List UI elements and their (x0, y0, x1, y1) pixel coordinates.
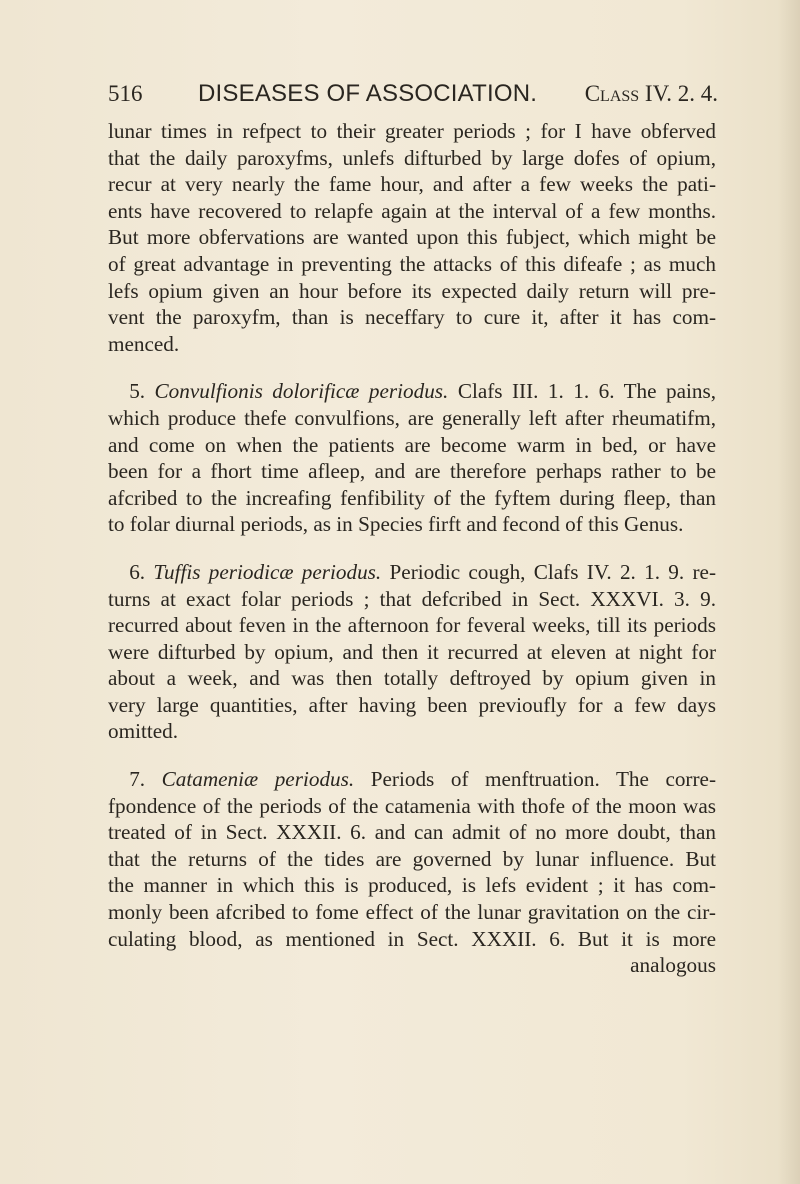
class-reference: Class IV. 2. 4. (584, 81, 718, 106)
text-line: about a week, and was then totally deftroyed by opium given in (108, 666, 716, 691)
body-text (108, 118, 716, 979)
section-6 (108, 559, 716, 745)
text-line: recur at very nearly the fame hour, and after a few weeks the pati- (108, 172, 716, 197)
text-line: that the daily paroxyfms, unlefs difturbed by large dofes of opium, (108, 145, 716, 170)
section-title: Convulfionis dolorificæ periodus. (154, 379, 449, 404)
section-number: 5. (129, 379, 146, 404)
text-line: which produce thefe convulfions, are generally left after rheumatifm, (108, 405, 716, 430)
running-header (108, 80, 718, 114)
running-title: DISEASES OF ASSOCIATION. (198, 80, 538, 107)
paragraph-continuation (108, 118, 716, 357)
text-line: the manner in which this is produced, is lefs evident ; it has com- (108, 873, 716, 898)
catchword: analogous (630, 953, 716, 978)
text-line: of great advantage in preventing the attacks of this difeafe ; as much (108, 251, 716, 276)
text-line-first (108, 559, 716, 586)
text-line: turns at exact folar periods ; that defcribed in Sect. XXXVI. 3. 9. (108, 586, 716, 611)
text-line: recurred about feven in the afternoon for feveral weeks, till its periods (108, 613, 716, 638)
text-line: very large quantities, after having been previoufly for a few days (108, 692, 716, 717)
section-title: Catameniæ periodus. (161, 767, 355, 792)
text-line-first (108, 766, 716, 793)
text-line: lunar times in refpect to their greater periods ; for I have obferved (108, 119, 716, 143)
text-line: afcribed to the increafing fenfibility of the fyftem during fleep, than (108, 485, 716, 510)
text-line: menced. (108, 331, 180, 356)
section-number: 7. (129, 767, 146, 792)
text-line: treated of in Sect. XXXII. 6. and can admit of no more doubt, than (108, 820, 716, 845)
text-line-first (108, 378, 716, 405)
text-line: ents have recovered to relapfe again at the interval of a few months. (108, 198, 716, 223)
text-line: monly been afcribed to fome effect of the lunar gravitation on the cir- (108, 900, 716, 925)
text-line: and come on when the patients are become warm in bed, or have (108, 432, 716, 457)
text-run: Periods of menftruation. The corre- (370, 767, 717, 792)
section-7 (108, 766, 716, 979)
section-title: Tuffis periodicæ periodus. (153, 559, 382, 584)
section-5 (108, 378, 716, 538)
text-line: that the returns of the tides are governed by lunar influence. But (108, 846, 716, 871)
page-number: 516 (108, 81, 143, 106)
text-line: were difturbed by opium, and then it recurred at eleven at night for (108, 639, 716, 664)
text-line: lefs opium given an hour before its expected daily return will pre- (108, 278, 716, 303)
text-line: fpondence of the periods of the catamenia with thofe of the moon was (108, 793, 716, 818)
text-run: Periodic cough, Clafs IV. 2. 1. 9. re- (389, 559, 716, 584)
text-line: been for a fhort time afleep, and are therefore perhaps rather to be (108, 459, 716, 484)
text-line: omitted. (108, 719, 179, 744)
text-line: culating blood, as mentioned in Sect. XXXII. 6. But it is more (108, 926, 716, 951)
text-line: to folar diurnal periods, as in Species firft and fecond of this Genus. (108, 512, 684, 537)
section-number: 6. (129, 559, 146, 584)
page-edge-shadow (778, 0, 800, 1184)
text-run: Clafs III. 1. 1. 6. The pains, (457, 379, 717, 404)
text-line: But more obfervations are wanted upon this fubject, which might be (108, 225, 716, 250)
text-line: vent the paroxyfm, than is neceffary to cure it, after it has com- (108, 305, 716, 330)
